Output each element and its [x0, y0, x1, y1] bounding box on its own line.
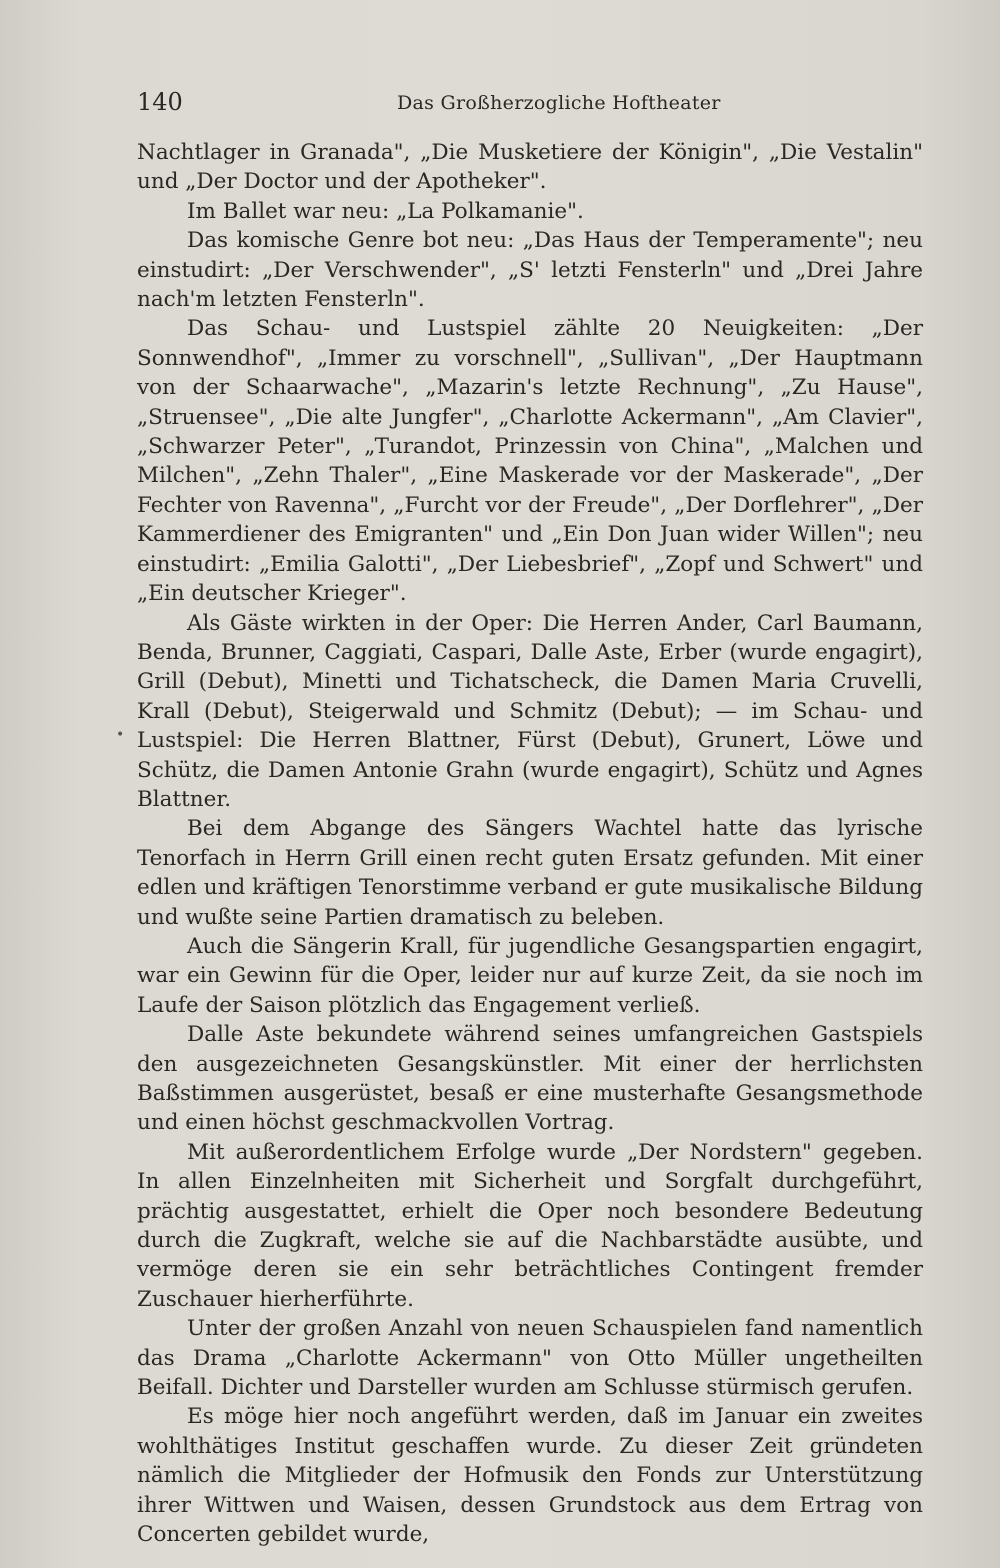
- page-number: 140: [137, 88, 183, 116]
- page-header: [137, 88, 923, 118]
- paragraph: Im Ballet war neu: „La Polkamanie".: [187, 198, 584, 224]
- paragraph: Als Gäste wirkten in der Oper: Die Herren Ander, Carl Baumann, Benda, Brunner, Caggiati, Caspari, Dalle Aste, Erber (wurde engagirt), Grill (Debut), Minetti und Tichatscheck, die Damen Maria Cruvelli, Krall (Debut), Steigerwald und Schmitz (Debut); — im Schau- und Lustspiel: Die Herren Blattner, Fürst (Debut), Grunert, Löwe und Schütz, die Damen Antonie Grahn (wurde engagirt), Schütz und Agnes Blattner.: [137, 610, 923, 812]
- paragraph: Auch die Sängerin Krall, für jugendliche Gesangspartien engagirt, war ein Gewinn für die Oper, leider nur auf kurze Zeit, da sie noch im Laufe der Saison plötzlich das Engagement verließ.: [137, 933, 923, 1018]
- running-title: Das Großherzogliche Hoftheater: [397, 92, 721, 114]
- paragraph: Bei dem Abgange des Sängers Wachtel hatte das lyrische Tenorfach in Herrn Grill einen recht guten Ersatz gefunden. Mit einer edlen und kräftigen Tenorstimme verband er gute musikalische Bildung und wußte seine Partien dramatisch zu beleben.: [137, 816, 923, 930]
- paragraph: Dalle Aste bekundete während seines umfangreichen Gastspiels den ausgezeichneten Gesangskünstler. Mit einer der herrlichsten Baßstimmen ausgerüstet, besaß er eine musterhafte Gesangsmethode und einen höchst geschmackvollen Vortrag.: [137, 1022, 923, 1136]
- paragraph: Das komische Genre bot neu: „Das Haus der Temperamente"; neu einstudirt: „Der Verschwender", „S' letzti Fensterln" und „Drei Jahre nach'm letzten Fensterln".: [137, 228, 923, 313]
- paragraph: Nachtlager in Granada", „Die Musketiere der Königin", „Die Vestalin" und „Der Doctor und der Apotheker".: [137, 140, 923, 195]
- paragraph: Mit außerordentlichem Erfolge wurde „Der Nordstern" gegeben. In allen Einzelnheiten mit Sicherheit und Sorgfalt durchgeführt, prächtig ausgestattet, erhielt die Oper noch besondere Bedeutung durch die Zugkraft, welche sie auf die Nachbarstädte ausübte, und vermöge deren sie ein sehr beträchtliches Contingent fremder Zuschauer hierherführte.: [137, 1139, 923, 1312]
- paragraph: Unter der großen Anzahl von neuen Schauspielen fand namentlich das Drama „Charlotte Ackermann" von Otto Müller ungetheilten Beifall. Dichter und Darsteller wurden am Schlusse stürmisch gerufen.: [137, 1316, 923, 1401]
- margin-mark: •: [116, 727, 125, 743]
- paragraph: Es möge hier noch angeführt werden, daß im Januar ein zweites wohlthätiges Institut geschaffen wurde. Zu dieser Zeit gründeten nämlich die Mitglieder der Hofmusik den Fonds zur Unterstützung ihrer Wittwen und Waisen, dessen Grundstock aus dem Ertrag von Concerten gebildet wurde,: [137, 1404, 923, 1548]
- paragraph: Das Schau- und Lustspiel zählte 20 Neuigkeiten: „Der Sonnwendhof", „Immer zu vorschnell", „Sullivan", „Der Hauptmann von der Schaarwache", „Mazarin's letzte Rechnung", „Zu Hause", „Struensee", „Die alte Jungfer", „Charlotte Ackermann", „Am Clavier", „Schwarzer Peter", „Turandot, Prinzessin von China", „Malchen und Milchen", „Zehn Thaler", „Eine Maskerade vor der Maskerade", „Der Fechter von Ravenna", „Furcht vor der Freude", „Der Dorflehrer", „Der Kammerdiener des Emigranten" und „Ein Don Juan wider Willen"; neu einstudirt: „Emilia Galotti", „Der Liebesbrief", „Zopf und Schwert" und „Ein deutscher Krieger".: [137, 316, 923, 607]
- body-text: [137, 138, 923, 1550]
